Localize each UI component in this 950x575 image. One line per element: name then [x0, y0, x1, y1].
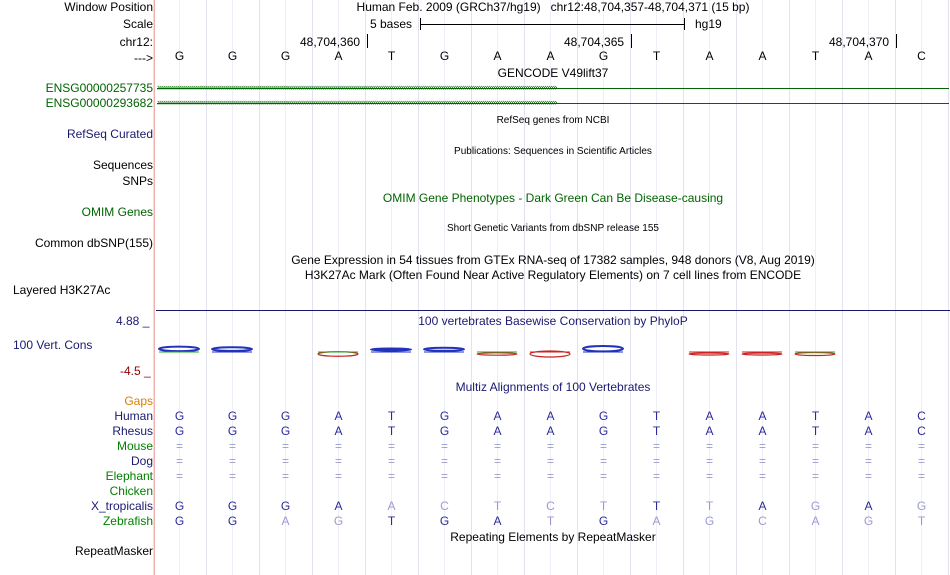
alignment-base: = [440, 454, 448, 468]
species-label[interactable]: Dog [130, 454, 153, 468]
alignment-base: G [598, 424, 609, 438]
alignment-base: = [705, 439, 713, 453]
alignment-base: = [175, 439, 183, 453]
alignment-base: G [863, 514, 874, 528]
alignment-base: = [705, 469, 713, 483]
repeatmasker-label[interactable]: RepeatMasker [74, 544, 153, 558]
window-position-value: Human Feb. 2009 (GRCh37/hg19) chr12:48,704,357-48,704,371 (15 bp) [356, 0, 750, 14]
alignment-base: = [864, 469, 872, 483]
reference-base: C [917, 49, 926, 63]
alignment-base: = [652, 469, 660, 483]
snps-label[interactable]: SNPs [122, 174, 153, 188]
alignment-base: T [652, 424, 661, 438]
reference-base: A [864, 49, 873, 63]
alignment-base: T [811, 424, 820, 438]
alignment-base: = [546, 454, 554, 468]
refseq-track-title: RefSeq genes from NCBI [496, 115, 610, 126]
alignment-base: = [228, 439, 236, 453]
alignment-base: = [546, 439, 554, 453]
alignment-base: A [493, 424, 502, 438]
alignment-base: = [493, 439, 501, 453]
alignment-base: T [917, 514, 926, 528]
phylop-score-mark [795, 353, 835, 356]
gtex-track-title: Gene Expression in 54 tissues from GTEx RNA-seq of 17382 samples, 948 donors (V8, Aug 2019) [291, 253, 815, 267]
alignment-base: T [652, 499, 661, 513]
species-label[interactable]: Human [114, 409, 153, 423]
reference-base: G [598, 49, 609, 63]
phylop-score-mark [159, 347, 199, 352]
alignment-base: G [174, 424, 185, 438]
alignment-base: A [493, 514, 502, 528]
alignment-base: = [175, 454, 183, 468]
alignment-base: = [546, 469, 554, 483]
species-label[interactable]: Rhesus [112, 424, 153, 438]
alignment-base: C [440, 499, 449, 513]
alignment-base: G [280, 409, 291, 423]
alignment-base: T [387, 409, 396, 423]
omim-track-title: OMIM Gene Phenotypes - Dark Green Can Be Disease-causing [382, 191, 724, 205]
alignment-base: = [705, 454, 713, 468]
alignment-base: = [334, 439, 342, 453]
species-label[interactable]: Zebrafish [102, 514, 153, 528]
gencode-gene-label[interactable]: ENSG00000257735 [45, 81, 153, 95]
position-tick [896, 34, 897, 48]
alignment-base: C [917, 409, 926, 423]
alignment-base: G [916, 499, 927, 513]
multiz-track-title: Multiz Alignments of 100 Vertebrates [455, 380, 651, 394]
label-divider [154, 0, 155, 575]
alignment-base: = [387, 469, 395, 483]
alignment-base: G [174, 514, 185, 528]
gaps-label[interactable]: Gaps [124, 394, 153, 408]
alignment-base: = [917, 454, 925, 468]
dbsnp-label[interactable]: Common dbSNP(155) [34, 236, 153, 250]
alignment-base: A [281, 514, 290, 528]
sequences-label[interactable]: Sequences [92, 158, 153, 172]
alignment-base: A [546, 424, 555, 438]
alignment-base: = [440, 439, 448, 453]
alignment-base: = [652, 454, 660, 468]
reference-base: G [174, 49, 185, 63]
strand-arrow-label[interactable]: ---> [134, 51, 153, 65]
alignment-base: G [280, 424, 291, 438]
alignment-base: = [281, 439, 289, 453]
species-label[interactable]: Mouse [116, 439, 153, 453]
phylop-score-mark [371, 349, 411, 351]
alignment-base: A [864, 499, 873, 513]
alignment-base: G [333, 514, 344, 528]
alignment-base: = [811, 454, 819, 468]
species-label[interactable]: Elephant [105, 469, 153, 483]
reference-base: G [280, 49, 291, 63]
alignment-base: G [227, 514, 238, 528]
alignment-base: A [811, 514, 820, 528]
reference-base: A [334, 49, 343, 63]
alignment-base: G [598, 409, 609, 423]
alignment-base: = [281, 469, 289, 483]
alignment-base: G [227, 424, 238, 438]
alignment-base: T [652, 409, 661, 423]
alignment-base: A [864, 424, 873, 438]
alignment-base: = [864, 439, 872, 453]
alignment-base: A [864, 409, 873, 423]
publications-track-title: Publications: Sequences in Scientific Articles [454, 146, 652, 157]
alignment-base: A [334, 499, 343, 513]
reference-base: T [652, 49, 661, 63]
alignment-base: T [493, 499, 502, 513]
position-tick [631, 34, 632, 48]
alignment-base: = [758, 439, 766, 453]
species-label[interactable]: Chicken [109, 484, 153, 498]
chevron-right-icon: ›››››››››››››››››››››››››››››››››››››››››››››››››››››››››››››››››››››››››››››››››››››››››››››››››››››››››››››››››››››››››››››››››››››››››››››››››››››››››››››››››››››››››››››››››››››››››››››››››››››››› [157, 99, 557, 107]
alignment-base: = [758, 454, 766, 468]
alignment-base: C [917, 424, 926, 438]
alignment-base: = [228, 454, 236, 468]
scale-bar [420, 18, 685, 30]
reference-base: T [811, 49, 820, 63]
reference-base: A [493, 49, 502, 63]
alignment-base: = [334, 454, 342, 468]
reference-base: A [546, 49, 555, 63]
refseq-label[interactable]: RefSeq Curated [66, 127, 153, 141]
alignment-base: = [758, 469, 766, 483]
scale-assembly: hg19 [695, 17, 722, 31]
phylop-score-mark [742, 353, 782, 355]
position-tick-label: 48,704,370 [829, 35, 890, 49]
phylop-score-mark [212, 347, 252, 351]
alignment-base: T [705, 499, 714, 513]
alignment-base: T [387, 424, 396, 438]
reference-base: G [439, 49, 450, 63]
gencode-gene-feature[interactable] [157, 99, 949, 108]
alignment-base: = [493, 469, 501, 483]
position-tick-label: 48,704,360 [300, 35, 361, 49]
dbsnp-track-title: Short Genetic Variants from dbSNP release 155 [447, 223, 659, 234]
alignment-base: = [493, 454, 501, 468]
position-tick [367, 34, 368, 48]
alignment-base: = [599, 469, 607, 483]
track-separator [156, 310, 950, 311]
species-label[interactable]: X_tropicalis [90, 499, 153, 513]
alignment-base: = [811, 469, 819, 483]
alignment-base: G [227, 499, 238, 513]
chevron-right-icon: ›››››››››››››››››››››››››››››››››››››››››››››››››››››››››››››››››››››››››››››››››››››››››››››››››››››››››››››››››››››››››››››››››››››››››››››››››››››››››››››››››››››››››››››››››››››››››››››››››››››››› [157, 84, 557, 92]
alignment-base: A [334, 424, 343, 438]
window-position-label[interactable]: Window Position [64, 0, 153, 14]
alignment-base: A [758, 409, 767, 423]
reference-base: A [758, 49, 767, 63]
alignment-base: = [917, 469, 925, 483]
phylop-score-mark [424, 348, 464, 351]
alignment-base: = [387, 454, 395, 468]
alignment-base: G [280, 499, 291, 513]
alignment-base: = [652, 439, 660, 453]
alignment-base: = [228, 469, 236, 483]
phylop-track-title: 100 vertebrates Basewise Conservation by PhyloP [418, 314, 688, 328]
alignment-base: G [439, 409, 450, 423]
h3k27ac-label[interactable]: Layered H3K27Ac [13, 283, 111, 297]
alignment-base: A [652, 514, 661, 528]
alignment-base: T [599, 499, 608, 513]
alignment-base: = [440, 469, 448, 483]
alignment-base: = [175, 469, 183, 483]
alignment-base: A [758, 424, 767, 438]
alignment-base: T [546, 514, 555, 528]
alignment-base: G [810, 499, 821, 513]
alignment-base: = [334, 469, 342, 483]
alignment-base: G [598, 514, 609, 528]
scale-label[interactable]: Scale [122, 17, 153, 31]
alignment-base: A [387, 499, 396, 513]
gencode-gene-label[interactable]: ENSG00000293682 [45, 96, 153, 110]
alignment-base: = [599, 439, 607, 453]
alignment-base: G [704, 514, 715, 528]
alignment-base: G [439, 514, 450, 528]
alignment-base: T [811, 409, 820, 423]
alignment-base: = [917, 439, 925, 453]
alignment-base: A [705, 424, 714, 438]
alignment-base: T [387, 514, 396, 528]
reference-base: A [705, 49, 714, 63]
position-tick-label: 48,704,365 [564, 35, 625, 49]
alignment-base: C [758, 514, 767, 528]
alignment-base: = [387, 439, 395, 453]
gencode-gene-feature[interactable] [157, 84, 949, 93]
alignment-base: C [546, 499, 555, 513]
alignment-base: G [227, 409, 238, 423]
phylop-score-mark [477, 353, 517, 355]
repeatmasker-track-title: Repeating Elements by RepeatMasker [450, 530, 656, 544]
phylop-max-label: 4.88 _ [116, 314, 150, 328]
reference-base: T [387, 49, 396, 63]
alignment-base: A [334, 409, 343, 423]
phylop-score-mark [583, 346, 623, 351]
chrom-label[interactable]: chr12: [119, 35, 153, 49]
alignment-base: G [174, 409, 185, 423]
alignment-base: = [599, 454, 607, 468]
alignment-base: G [439, 424, 450, 438]
phylop-conservation-plot[interactable] [157, 340, 949, 364]
alignment-base: A [705, 409, 714, 423]
phylop-label[interactable]: 100 Vert. Cons [13, 338, 93, 352]
alignment-base: A [493, 409, 502, 423]
phylop-min-label: -4.5 _ [120, 364, 151, 378]
alignment-base: A [758, 499, 767, 513]
omim-label[interactable]: OMIM Genes [81, 205, 153, 219]
h3k27ac-track-title: H3K27Ac Mark (Often Found Near Active Regulatory Elements) on 7 cell lines from ENCODE [304, 268, 802, 282]
alignment-base: = [811, 439, 819, 453]
alignment-base: A [546, 409, 555, 423]
alignment-base: G [174, 499, 185, 513]
gencode-track-title: GENCODE V49lift37 [497, 66, 609, 80]
alignment-base: = [864, 454, 872, 468]
scale-value: 5 bases [370, 17, 413, 31]
reference-base: G [227, 49, 238, 63]
phylop-score-mark [689, 353, 729, 355]
alignment-base: = [281, 454, 289, 468]
